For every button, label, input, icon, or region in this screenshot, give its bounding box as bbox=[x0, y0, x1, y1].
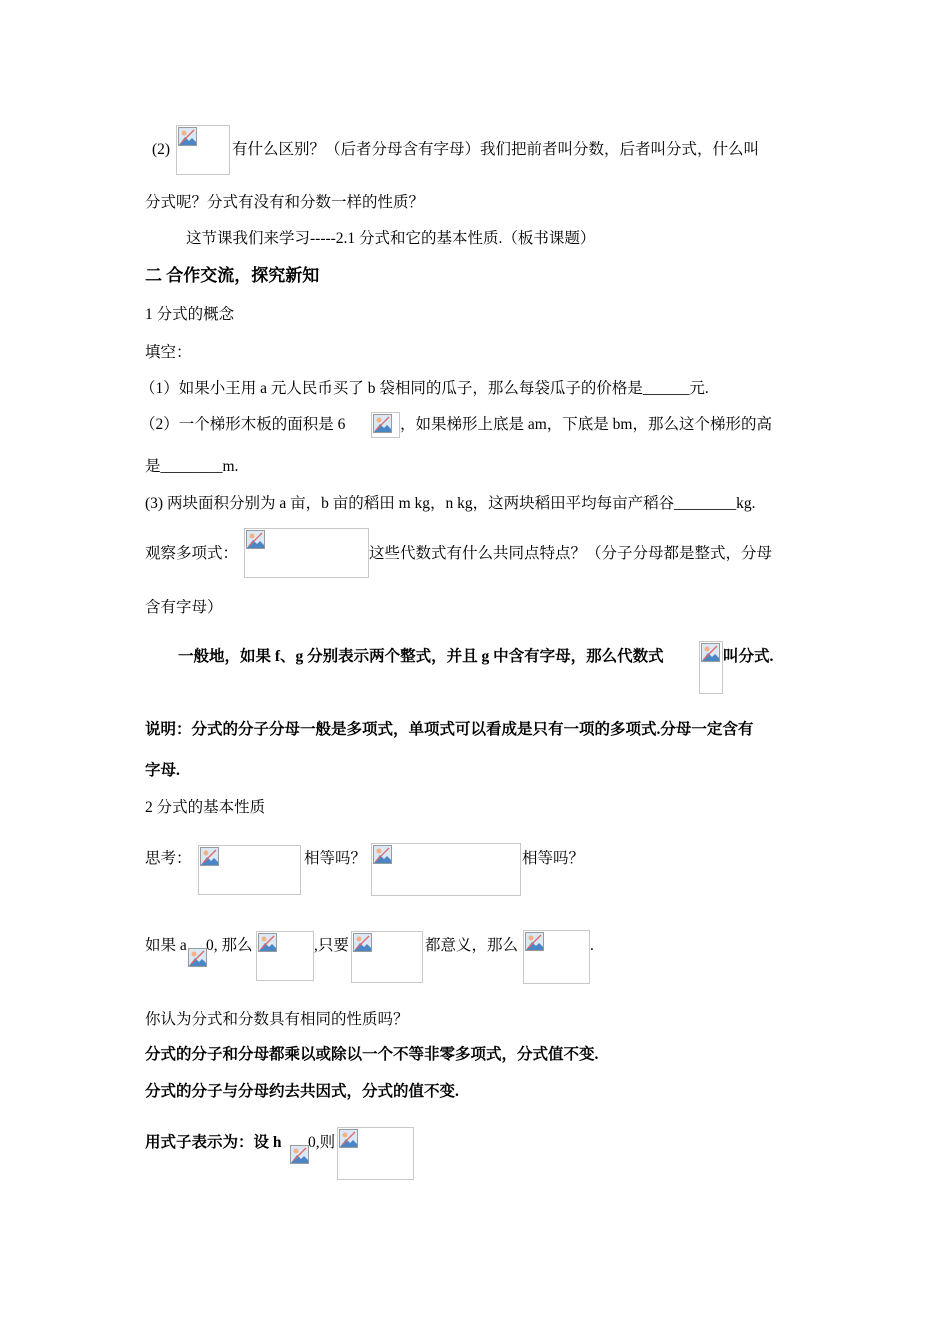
question-2a: （2）一个梯形木板的面积是 6 bbox=[140, 416, 346, 433]
section-heading: 二 合作交流，探究新知 bbox=[145, 266, 320, 285]
question-1: （1）如果小王用 a 元人民币买了 b 袋相同的瓜子，那么每袋瓜子的价格是______元. bbox=[140, 380, 709, 397]
property-1: 分式的分子和分母都乘以或除以一个不等非零多项式，分式值不变. bbox=[145, 1046, 599, 1063]
fill-label: 填空： bbox=[145, 344, 192, 361]
note-line-1: 说明：分式的分子分母一般是多项式，单项式可以看成是只有一项的多项式.分母一定含有 bbox=[145, 721, 754, 738]
formula-image-placeholder bbox=[337, 1127, 414, 1180]
property-2: 分式的分子与分母约去共因式，分式的值不变. bbox=[145, 1083, 459, 1100]
if-text-a: 如果 a bbox=[145, 937, 187, 954]
if-text-e: . bbox=[590, 937, 594, 954]
formula-image-placeholder bbox=[290, 1145, 308, 1163]
expression-text-b: 0,则 bbox=[308, 1134, 336, 1151]
formula-image-placeholder bbox=[699, 641, 723, 694]
broken-image-icon bbox=[200, 847, 219, 866]
broken-image-icon bbox=[339, 1129, 358, 1148]
expression-text-a: 用式子表示为：设 h bbox=[145, 1134, 282, 1151]
if-text-c: ,只要 bbox=[314, 937, 349, 954]
text-line-1b: 有什么区别？（后者分母含有字母）我们把前者叫分数，后者叫分式，什么叫 bbox=[232, 141, 760, 158]
subsection-title-1: 1 分式的概念 bbox=[145, 306, 235, 323]
if-text-b: 0, 那么 bbox=[206, 937, 253, 954]
if-text-d: 都意义，那么 bbox=[425, 937, 519, 954]
question-3: (3) 两块面积分别为 a 亩，b 亩的稻田 m kg，n kg，这两块稻田平均每亩产稻谷________kg. bbox=[145, 495, 756, 512]
formula-image-placeholder bbox=[523, 930, 590, 984]
formula-image-placeholder bbox=[176, 125, 230, 175]
formula-image-placeholder bbox=[371, 843, 521, 896]
think-equal-1: 相等吗？ bbox=[304, 850, 367, 867]
note-line-2: 字母. bbox=[145, 762, 180, 779]
broken-image-icon bbox=[373, 414, 392, 433]
broken-image-icon bbox=[258, 933, 277, 952]
subsection-title-2: 2 分式的基本性质 bbox=[145, 799, 266, 816]
observe-label: 观察多项式： bbox=[145, 545, 239, 562]
observe-answer: 含有字母） bbox=[145, 599, 223, 616]
broken-image-icon bbox=[525, 932, 544, 951]
formula-image-placeholder bbox=[371, 412, 400, 438]
formula-image-placeholder bbox=[256, 931, 314, 981]
broken-image-icon bbox=[246, 530, 265, 549]
think-label: 思考： bbox=[145, 850, 192, 867]
definition-text: 一般地，如果 f、g 分别表示两个整式，并且 g 中含有字母，那么代数式 bbox=[178, 648, 664, 665]
text-line-2: 分式呢？分式有没有和分数一样的性质？ bbox=[145, 194, 425, 211]
formula-image-placeholder bbox=[244, 528, 369, 578]
question-2b: ，如果梯形上底是 am，下底是 bm，那么这个梯形的高 bbox=[400, 416, 772, 433]
broken-image-icon bbox=[178, 127, 197, 146]
definition-end: 叫分式. bbox=[723, 648, 774, 665]
broken-image-icon bbox=[373, 845, 392, 864]
formula-image-placeholder bbox=[198, 845, 301, 895]
formula-image-placeholder bbox=[351, 931, 423, 983]
formula-image-placeholder bbox=[188, 948, 206, 966]
broken-image-icon bbox=[353, 933, 372, 952]
observe-question: 这些代数式有什么共同点特点？（分子分母都是整式，分母 bbox=[369, 545, 773, 562]
broken-image-icon bbox=[701, 643, 720, 662]
broken-image-icon bbox=[188, 948, 207, 967]
think-equal-2: 相等吗？ bbox=[522, 850, 585, 867]
text-line-1a: (2) bbox=[152, 141, 171, 158]
question-same-property: 你认为分式和分数具有相同的性质吗？ bbox=[145, 1011, 409, 1028]
text-line-3: 这节课我们来学习-----2.1 分式和它的基本性质.（板书课题） bbox=[186, 230, 596, 247]
question-2c: 是________m. bbox=[145, 458, 239, 475]
broken-image-icon bbox=[290, 1145, 309, 1164]
